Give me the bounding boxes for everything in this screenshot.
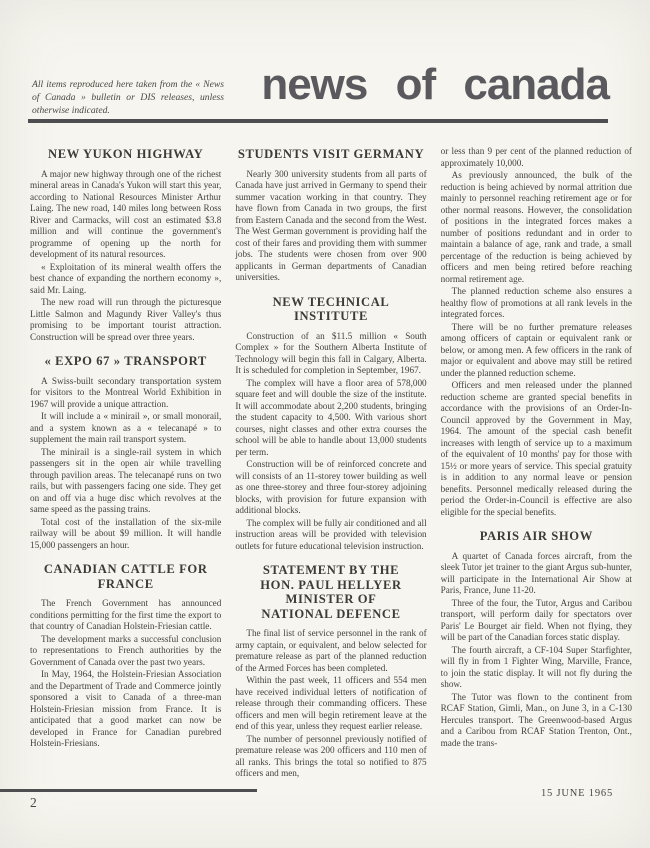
column-left [30,146,221,794]
column-right [441,146,632,794]
article-columns [30,146,632,794]
article-paragraph: As previously announced, the bulk of the reduction is being achieved by normal attrition due mainly to personnel reaching retirement age or for other normal reasons. However, the consolidation of positions in the integrated forces makes a number of positions redundant and in order to maintain a balance of age, rank and trade, a small percentage of the reduction is being achieved by officers and men being retired before reaching normal retirement age. [440,170,632,284]
article-paragraph: Construction will be of reinforced concrete and will consists of an 11-storey tower building as well as one three-storey and three four-storey adjoining blocks, with provision for future expansion with additional blocks. [235,459,427,515]
article-paragraph: Within the past week, 11 officers and 554 men have received individual letters of notification of release through their commanding officers. These officers and men will begin retirement leave at the end of this year, unless they request earlier release. [235,675,427,731]
masthead-note: All items reproduced here taken from the « News of Canada » bulletin or DIS releases, unless otherwise indicated. [32,79,224,116]
article-headline: STUDENTS VISIT GERMANY [237,147,425,161]
article-paragraph: The Tutor was flown to the continent from RCAF Station, Gimli, Man., on June 3, in a C-130 Hercules transport. The Greenwood-based Argus and a Caribou from RCAF Station Trenton, Ont., made the trans- [440,691,632,748]
footer-rule [0,789,257,792]
issue-date: 15 JUNE 1965 [540,788,613,799]
column-middle [235,146,426,794]
article-paragraph: There will be no further premature releases among officers of captain or equivalent rank or below, or among men. A few officers in the rank of major or equivalent and above may still be retired under the planned reduction scheme. [440,321,632,378]
article-paragraph: The fourth aircraft, a CF-104 Super Starfighter, will fly in from 1 Fighter Wing, Marville, France, to join the static display. It will not fly during the show. [440,644,632,689]
article-paragraph: The complex will have a floor area of 578,000 square feet and will double the size of the institute. It will accommodate about 2,200 students, bringing the student capacity to 4,500. With various short courses, night classes and other extra courses the school will be able to handle about 13,000 students per term. [235,377,427,457]
article-headline: PARIS AIR SHOW [479,529,593,543]
article-paragraph: Three of the four, the Tutor, Argus and Caribou transport, will perform daily for spectators over Paris' Le Bourget air field. When not flying, they will be part of the Canadian forces static display. [440,597,632,642]
article-paragraph: The final list of service personnel in the rank of army captain, or equivalent, and below selected for premature release as part of the planned reduction of the Armed Forces has been completed. [235,628,427,673]
article-headline: STATEMENT BY THE HON. PAUL HELLYER MINISTER OF NATIONAL DEFENCE [260,563,402,621]
article-paragraph: The development marks a successful conclusion to representations to French authorities by the Government of Canada over the past two years. [30,633,222,667]
article-paragraph: The number of personnel previously notified of premature release was 200 officers and 110 men of all ranks. This brings the total so notified to 875 officers and men, [235,733,427,778]
article-paragraph: A quartet of Canada forces aircraft, from the sleek Tutor jet trainer to the giant Argus sub-hunter, will participate in the International Air Show at Paris, France, June 11-20. [440,550,632,595]
article-paragraph: Nearly 300 university students from all parts of Canada have just arrived in Germany to spend their summer vacation working in that country. They have flown from Canada in two groups, the first from Eastern Canada and the second from the West. The West German government is providing half the cost of their fares and providing them with summer jobs. The students were chosen from over 900 applicants in German departments of Canadian universities. [235,168,427,282]
article-paragraph: The minirail is a single-rail system in which passengers sit in the open air while travelling through pavilion areas. The telecanapé runs on two rails, but with passengers facing one side. They get on and off via a huge disc which revolves at the same speed as the passing trains. [30,446,222,514]
article-headline: NEW TECHNICAL INSTITUTE [272,294,390,323]
article-headline: CANADIAN CATTLE FOR FRANCE [43,562,208,591]
article-paragraph: The complex will be fully air conditioned and all instruction areas will be provided with television outlets for future educational television instruction. [235,517,427,551]
article-paragraph: The French Government has announced conditions permitting for the first time the export to that country of Canadian Holstein-Friesian cattle. [30,598,222,631]
article-paragraph: It will include a « minirail », or small monorail, and a system known as a « telecanapé » to supplement the main rail transport system. [30,411,222,444]
article-paragraph: Officers and men released under the planned reduction scheme are granted special benefits in accordance with the provisions of an Order-In-Council approved by the Government in May, 1964. The amount of the special cash benefit increases with length of service up to a maximum of the equivalent of 10 months' pay for those with 15½ or more years of service. This special gratuity is in addition to any normal leave or pension benefits. Personnel medically released during the period the Order-in-Council is effective are also eligible for the special benefits. [440,380,632,517]
article-paragraph: Construction of an $11.5 million « South Complex » for the Southern Alberta Institute of Technology will begin this fall in Calgary, Alberta. It is scheduled for completion in September, 1967. [235,330,427,375]
article-paragraph: The new road will run through the picturesque Little Salmon and Magundy River Valley's thus promising to be important tourist attraction. Construction will be spread over three years. [30,297,222,342]
article-paragraph: In May, 1964, the Holstein-Friesian Association and the Department of Trade and Commerce jointly sponsored a visit to Canada of a three-man Holstein-Friesian mission from France. It is anticipated that a good market can now be developed in France for Canadian purebred Holstein-Friesians. [30,669,222,748]
masthead-rule [28,119,608,123]
article-paragraph: A major new highway through one of the richest mineral areas in Canada's Yukon will start this year, according to National Resources Minister Arthur Laing. The new road, 140 miles long between Ross River and Carmacks, will cost an estimated $3.8 million and will continue the government's programme of opening up the north for development of its natural resources. [30,168,222,259]
article-paragraph: Total cost of the installation of the six-mile railway will be about $9 million. It will handle 15,000 passengers an hour. [30,516,222,550]
article-headline: « EXPO 67 » TRANSPORT [44,354,207,368]
article-paragraph: « Exploitation of its mineral wealth offers the best chance of expanding the northern economy », said Mr. Laing. [30,261,222,295]
page-number: 2 [30,795,37,810]
article-paragraph: The planned reduction scheme also ensures a healthy flow of promotions at all rank levels in the integrated forces. [440,286,632,319]
article-paragraph: A Swiss-built secondary transportation system for visitors to the Montreal World Exhibition in 1967 will provide a unique attraction. [30,375,222,409]
masthead-title: news of canada [261,60,609,109]
article-headline: NEW YUKON HIGHWAY [48,147,204,161]
article-paragraph: or less than 9 per cent of the planned reduction of approximately 10,000. [440,146,632,168]
